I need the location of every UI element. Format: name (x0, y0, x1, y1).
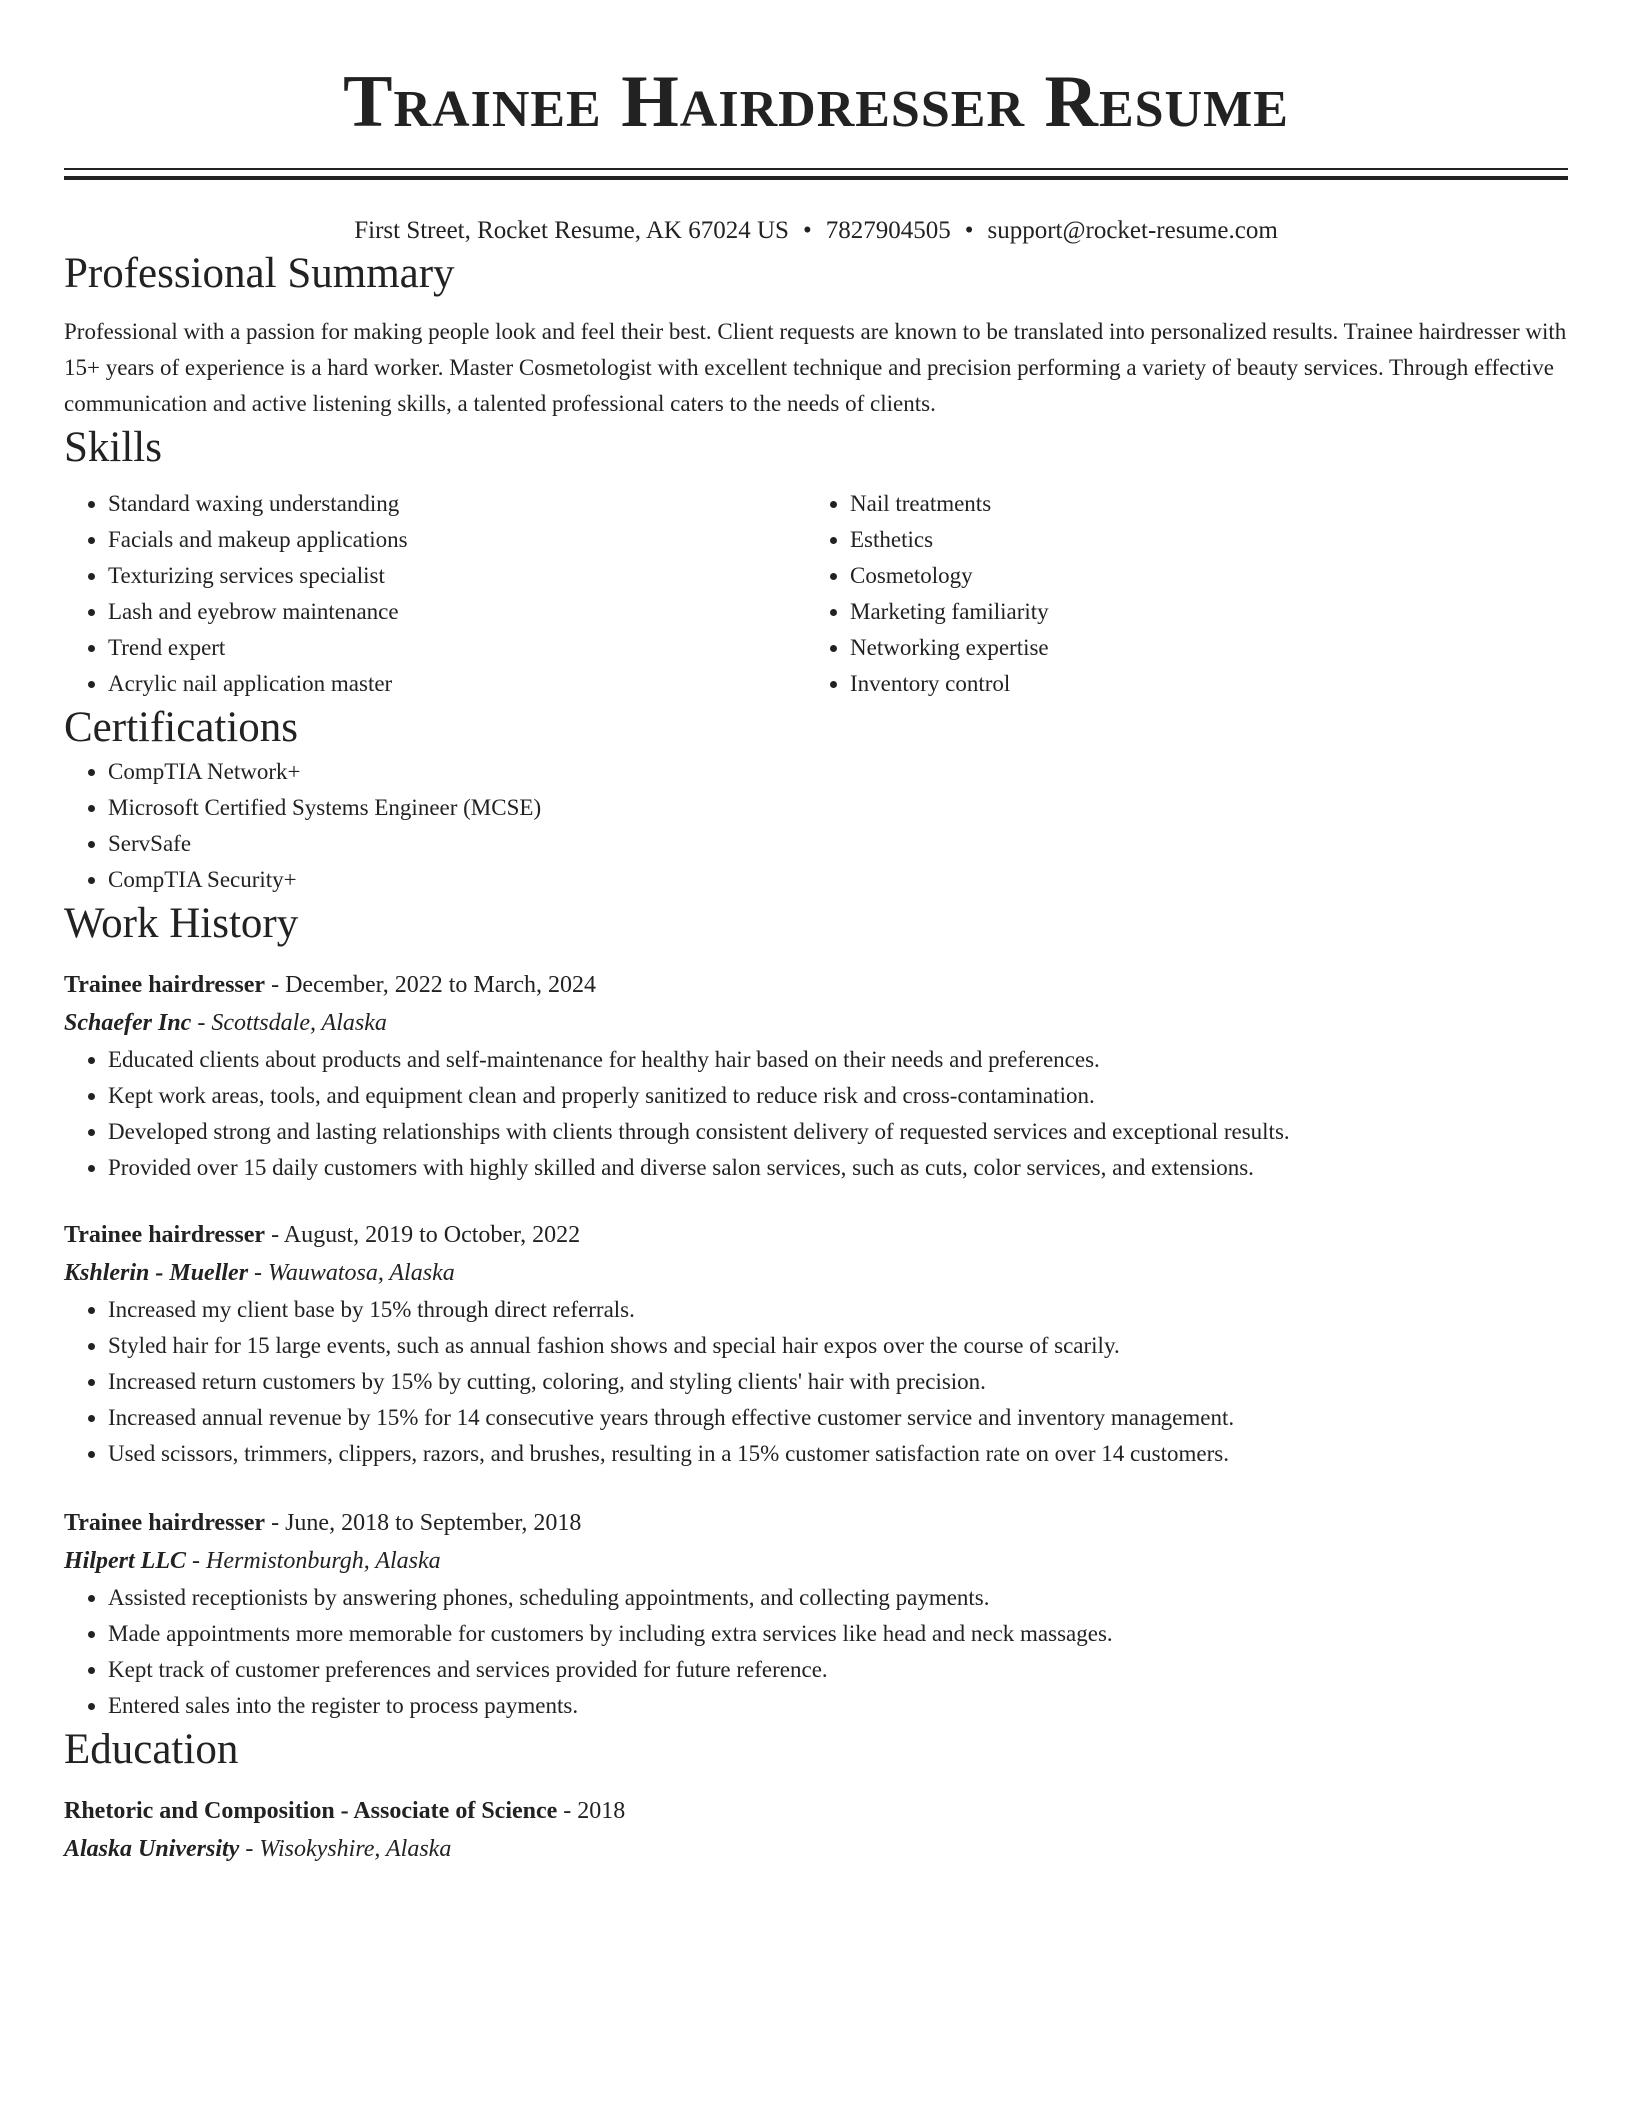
job-bullet: • Kept work areas, tools, and equipment clean and properly sanitized to reduce risk and cross-contamination. (108, 1078, 1568, 1114)
job-company: Schaefer Inc (64, 1010, 192, 1036)
job-bullet: • Styled hair for 15 large events, such as annual fashion shows and special hair expos over the course of scarily. (108, 1328, 1568, 1364)
job-role: Trainee hairdresser (64, 972, 266, 998)
job-bullet: • Assisted receptionists by answering phones, scheduling appointments, and collecting payments. (108, 1580, 1568, 1616)
education-location: - Wisokyshire, Alaska (239, 1836, 452, 1862)
job-role: Trainee hairdresser (64, 1222, 266, 1248)
education-school: Alaska University (64, 1836, 240, 1862)
education-header (64, 1792, 1568, 1830)
contact-separator: • (802, 217, 812, 244)
title-divider-thin (64, 168, 1568, 170)
education-school-line (64, 1830, 1568, 1868)
title-divider-thick (64, 176, 1568, 180)
summary-heading: Professional Summary (64, 250, 455, 297)
job-bullet: • Developed strong and lasting relationships with clients through consistent delivery of requested services and exceptional results. (108, 1114, 1568, 1150)
job-header (64, 1216, 1568, 1254)
education-degree: Rhetoric and Composition - Associate of Science (64, 1798, 558, 1824)
job-entry (64, 1216, 1568, 1472)
job-dates: - December, 2022 to March, 2024 (265, 972, 597, 998)
education-year: - 2018 (557, 1798, 626, 1824)
certifications-list (64, 754, 1568, 898)
job-company-line (64, 1004, 1568, 1042)
job-company-line (64, 1254, 1568, 1292)
job-location: - Wauwatosa, Alaska (248, 1260, 455, 1286)
job-company-line (64, 1542, 1568, 1580)
certification-item: • Microsoft Certified Systems Engineer (MCSE) (108, 790, 1568, 826)
job-location: - Scottsdale, Alaska (191, 1010, 387, 1036)
skill-item: • Marketing familiarity (850, 594, 1548, 630)
skill-item: • Nail treatments (850, 486, 1548, 522)
job-bullet: • Increased return customers by 15% by cutting, coloring, and styling clients' hair with precision. (108, 1364, 1568, 1400)
skill-item: • Standard waxing understanding (108, 486, 806, 522)
job-bullets (64, 1580, 1568, 1724)
job-role: Trainee hairdresser (64, 1510, 266, 1536)
work-history-heading: Work History (64, 900, 299, 947)
job-company: Hilpert LLC (64, 1548, 186, 1574)
skills-column-left (64, 486, 806, 702)
contact-address: First Street, Rocket Resume, AK 67024 US (354, 217, 789, 244)
job-bullets (64, 1042, 1568, 1186)
job-bullet: • Kept track of customer preferences and services provided for future reference. (108, 1652, 1568, 1688)
job-bullet: • Entered sales into the register to process payments. (108, 1688, 1568, 1724)
skill-item: • Networking expertise (850, 630, 1548, 666)
job-bullet: • Used scissors, trimmers, clippers, razors, and brushes, resulting in a 15% customer satisfaction rate on over 14 customers. (108, 1436, 1568, 1472)
job-dates: - August, 2019 to October, 2022 (265, 1222, 581, 1248)
job-header (64, 966, 1568, 1004)
contact-line (64, 214, 1568, 248)
skill-item: • Facials and makeup applications (108, 522, 806, 558)
certification-item: • CompTIA Network+ (108, 754, 1568, 790)
skills-columns (64, 486, 1568, 702)
certification-item: • ServSafe (108, 826, 1568, 862)
skills-column-right (806, 486, 1548, 702)
summary-text: Professional with a passion for making people look and feel their best. Client requests are known to be translated into personalized results. Trainee hairdresser with 15+ years of experience is a hard worker. Master Cosmetologist with excellent technique and precision performing a variety of beauty services. Through effective communication and active listening skills, a talented professional caters to the needs of clients. (64, 319, 1567, 416)
contact-separator: • (964, 217, 974, 244)
skill-item: • Texturizing services specialist (108, 558, 806, 594)
contact-phone: 7827904505 (825, 217, 951, 244)
job-bullets (64, 1292, 1568, 1472)
skill-item: • Inventory control (850, 666, 1548, 702)
skill-item: • Cosmetology (850, 558, 1548, 594)
skill-item: • Trend expert (108, 630, 806, 666)
page-title: Trainee Hairdresser Resume (343, 61, 1289, 143)
resume-page (64, 0, 1568, 1868)
job-entry (64, 1504, 1568, 1724)
certification-item: • CompTIA Security+ (108, 862, 1568, 898)
job-header (64, 1504, 1568, 1542)
job-entry (64, 966, 1568, 1186)
contact-email: support@rocket-resume.com (987, 217, 1278, 244)
skills-list-left (64, 486, 806, 702)
job-bullet: • Provided over 15 daily customers with highly skilled and diverse salon services, such as cuts, color services, and extensions. (108, 1150, 1568, 1186)
job-location: - Hermistonburgh, Alaska (186, 1548, 441, 1574)
certifications-heading: Certifications (64, 704, 299, 751)
job-bullet: • Increased annual revenue by 15% for 14 consecutive years through effective customer service and inventory management. (108, 1400, 1568, 1436)
skills-heading: Skills (64, 424, 162, 471)
skills-list-right (806, 486, 1548, 702)
skill-item: • Acrylic nail application master (108, 666, 806, 702)
job-dates: - June, 2018 to September, 2018 (265, 1510, 582, 1536)
job-bullet: • Educated clients about products and self-maintenance for healthy hair based on their needs and preferences. (108, 1042, 1568, 1078)
job-bullet: • Increased my client base by 15% through direct referrals. (108, 1292, 1568, 1328)
job-bullet: • Made appointments more memorable for customers by including extra services like head and neck massages. (108, 1616, 1568, 1652)
skill-item: • Esthetics (850, 522, 1548, 558)
job-company: Kshlerin - Mueller (64, 1260, 249, 1286)
skill-item: • Lash and eyebrow maintenance (108, 594, 806, 630)
education-heading: Education (64, 1726, 239, 1773)
